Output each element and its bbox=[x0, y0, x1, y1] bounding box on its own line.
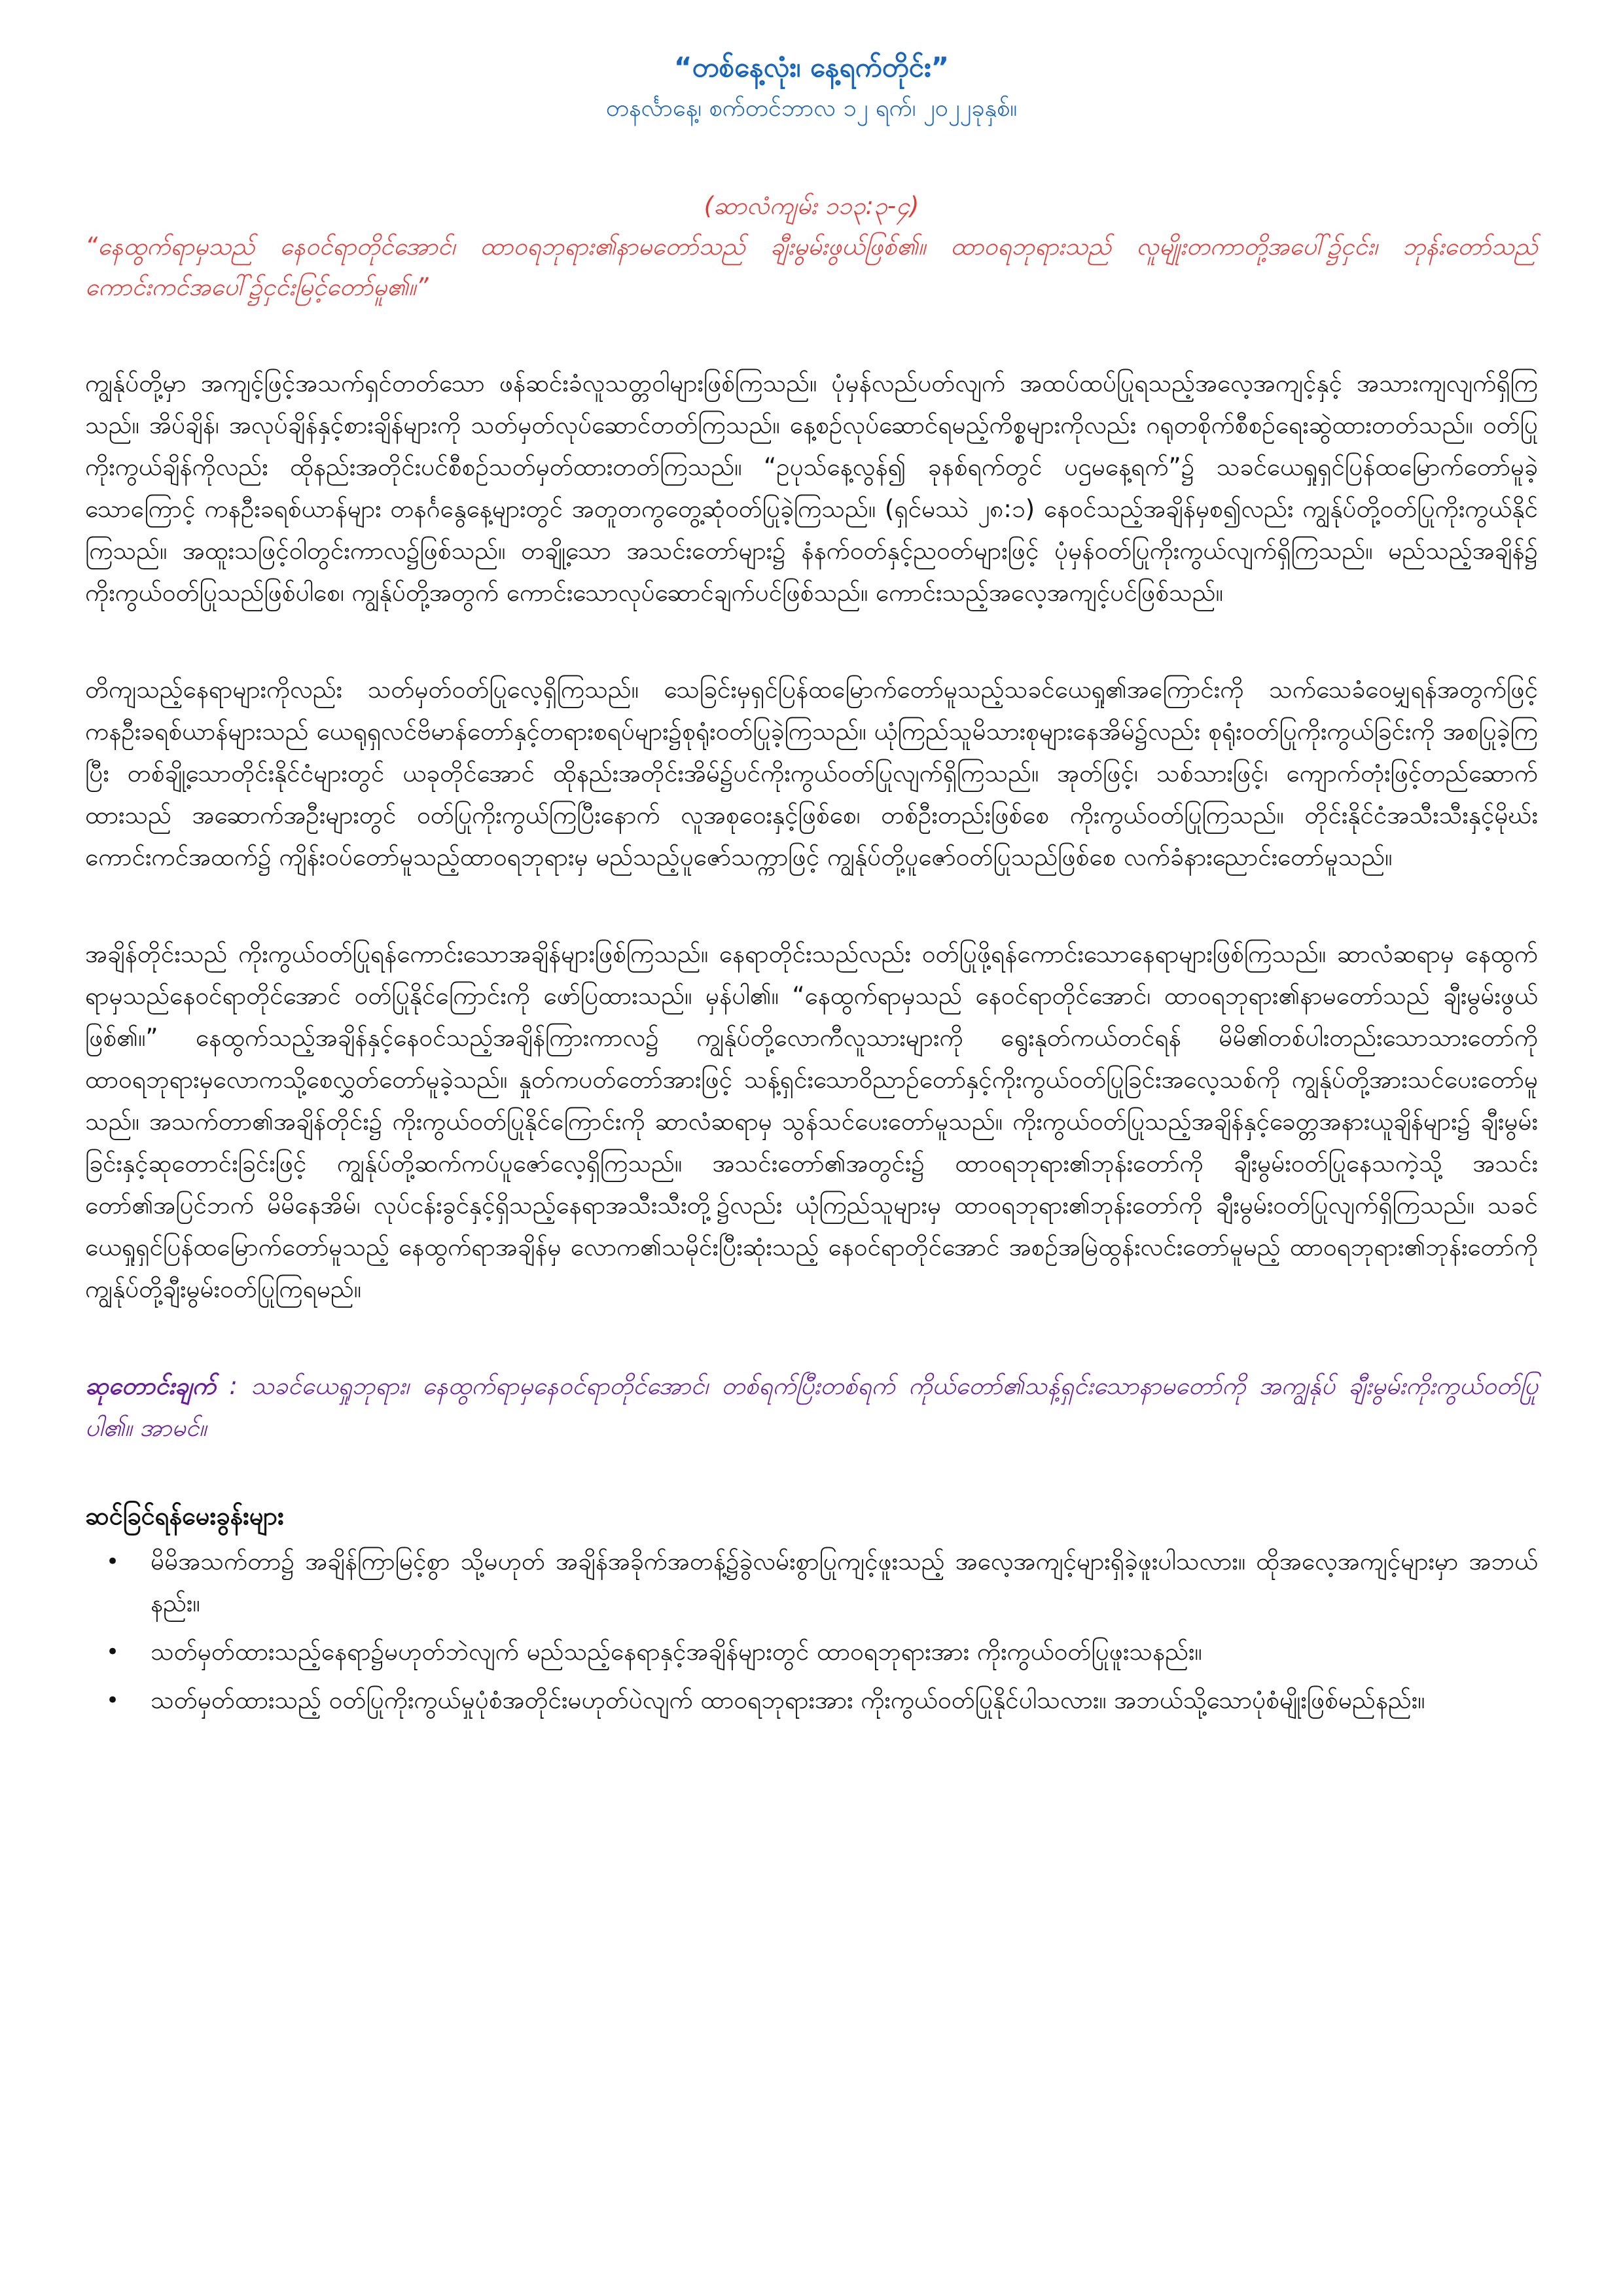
question-item bbox=[106, 1631, 1538, 1673]
questions-title: ဆင်ခြင်ရန်မေးခွန်းများ bbox=[85, 1501, 284, 1530]
verse-reference: (ဆာလံကျမ်း ၁၁၃:၃-၄) bbox=[704, 192, 919, 220]
bullet-icon: • bbox=[106, 1549, 120, 1575]
page-title: “တစ်နေ့လုံး၊ နေ့ရက်တိုင်း” bbox=[673, 51, 950, 83]
verse-text: “နေထွက်ရာမှသည် နေဝင်ရာတိုင်အောင်၊ ထာဝရဘုရား၏နာမတော်သည် ချီးမွမ်းဖွယ်ဖြစ်၏။ ထာဝရဘုရားသည် လူမျိုးတကာတို့အပေါ်၌ငှင်း၊ ဘုန်းတော်သည် ကောင်းကင်အပေါ်၌ငှင်းမြင့်တော်မူ၏။” bbox=[85, 232, 1538, 301]
prayer-label: ဆုတောင်းချက် bbox=[85, 1372, 216, 1400]
bullet-icon: • bbox=[106, 1639, 120, 1665]
question-text: သတ်မှတ်ထားသည့် ဝတ်ပြုကိုးကွယ်မှုပုံစံအတိုင်းမဟုတ်ပဲလျက် ထာဝရဘုရားအား ကိုးကွယ်ဝတ်ပြုနိုင်ပါသလား။ အဘယ်သို့သောပုံစံမျိုးဖြစ်မည်နည်း။ bbox=[151, 1686, 1425, 1714]
body-paragraph-2: တိကျသည့်နေရာများကိုလည်း သတ်မှတ်ဝတ်ပြုလေ့ရှိကြသည်။ သေခြင်းမှရှင်ပြန်ထမြောက်တော်မူသည့်သခင်ယေရှု၏အကြောင်းကို သက်သေခံဝေမျှရန်အတွက်ဖြင့် ကနဦးခရစ်ယာန်များသည် ယေရုရှလင်ဗိမာန်တော်နှင့်တရားစရပ်များ၌စုရုံးဝတ်ပြုခဲ့ကြသည်။ ယုံကြည်သူမိသားစုများနေအိမ်၌လည်း စုရုံးဝတ်ပြုကိုးကွယ်ခြင်းကို အစပြုခဲ့ကြပြီး တစ်ချို့သောတိုင်းနိုင်ငံများတွင် ယခုတိုင်အောင် ထိုနည်းအတိုင်းအိမ်၌ပင်ကိုးကွယ်ဝတ်ပြုလျက်ရှိကြသည်။ အုတ်ဖြင့်၊ သစ်သားဖြင့်၊ ကျောက်တုံးဖြင့်တည်ဆောက်ထားသည် အဆောက်အဦးများတွင် ဝတ်ပြုကိုးကွယ်ကြပြီးနောက် လူအစုဝေးနှင့်ဖြစ်စေ၊ တစ်ဦးတည်းဖြစ်စေ ကိုးကွယ်ဝတ်ပြုကြသည်။ တိုင်းနိုင်ငံအသီးသီးနှင့်မိုဃ်းကောင်းကင်အထက်၌ ကျိန်းဝပ်တော်မူသည့်ထာဝရဘုရားမှ မည်သည့်ပူဇော်သက္ကာဖြင့် ကျွန်ုပ်တို့ပူဇော်ဝတ်ပြုသည်ဖြစ်စေ လက်ခံနားညောင်းတော်မူသည်။ bbox=[85, 675, 1538, 871]
questions-list bbox=[85, 1541, 1538, 1721]
body-paragraph-3: အချိန်တိုင်းသည် ကိုးကွယ်ဝတ်ပြုရန်ကောင်းသောအချိန်များဖြစ်ကြသည်။ နေရာတိုင်းသည်လည်း ဝတ်ပြုဖို့ရန်ကောင်းသောနေရာများဖြစ်ကြသည်။ ဆာလံဆရာမှ နေထွက်ရာမှသည်နေဝင်ရာတိုင်အောင် ဝတ်ပြုနိုင်ကြောင်းကို ဖော်ပြထားသည်။ မှန်ပါ၏။ “နေထွက်ရာမှသည် နေဝင်ရာတိုင်အောင်၊ ထာဝရဘုရား၏နာမတော်သည် ချီးမွမ်းဖွယ်ဖြစ်၏။” နေထွက်သည့်အချိန်နှင့်နေဝင်သည့်အချိန်ကြားကာလ၌ ကျွန်ုပ်တို့လောကီလူသားများကို ရွေးနုတ်ကယ်တင်ရန် မိမိ၏တစ်ပါးတည်းသောသားတော်ကို ထာဝရဘုရားမှလောကသို့စေလွှတ်တော်မူခဲ့သည်။ နှုတ်ကပတ်တော်အားဖြင့် သန့်ရှင်းသောဝိညာဉ်တော်နှင့်ကိုးကွယ်ဝတ်ပြုခြင်းအလေ့သစ်ကို ကျွန်ုပ်တို့အားသင်ပေးတော်မူသည်။ အသက်တာ၏အချိန်တိုင်း၌ ကိုးကွယ်ဝတ်ပြုနိုင်ကြောင်းကို ဆာလံဆရာမှ သွန်သင်ပေးတော်မူသည်။ ကိုးကွယ်ဝတ်ပြုသည့်အချိန်နှင့်ခေတ္တအနားယူချိန်များ၌ ချီးမွမ်းခြင်းနှင့်ဆုတောင်းခြင်းဖြင့် ကျွန်ုပ်တို့ဆက်ကပ်ပူဇော်လေ့ရှိကြသည်။ အသင်းတော်၏အတွင်း၌ ထာဝရဘုရား၏ဘုန်းတော်ကို ချီးမွမ်းဝတ်ပြုနေသကဲ့သို့ အသင်းတော်၏အပြင်ဘက် မိမိနေအိမ်၊ လုပ်ငန်းခွင်နှင့်ရှိသည့်နေရာအသီးသီးတို့၌လည်း ယုံကြည်သူများမှ ထာဝရဘုရား၏ဘုန်းတော်ကို ချီးမွမ်းဝတ်ပြုလျက်ရှိကြသည်။ သခင်ယေရှုရှင်ပြန်ထမြောက်တော်မူသည့် နေထွက်ရာအချိန်မှ လောက၏သမိုင်းပြီးဆုံးသည့် နေဝင်ရာတိုင်အောင် အစဉ်အမြဲထွန်းလင်းတော်မူမည့် ထာဝရဘုရား၏ဘုန်းတော်ကို ကျွန်ုပ်တို့ချီးမွမ်းဝတ်ပြုကြရမည်။ bbox=[85, 940, 1538, 1303]
question-item bbox=[106, 1541, 1538, 1624]
bullet-icon: • bbox=[106, 1687, 120, 1713]
page-date: တနင်္လာနေ့၊ စက်တင်ဘာလ ၁၂ ရက်၊ ၂၀၂၂ခုနှစ်။ bbox=[605, 95, 1018, 122]
prayer-text: သခင်ယေရှုဘုရား၊ နေထွက်ရာမှနေဝင်ရာတိုင်အောင်၊ တစ်ရက်ပြီးတစ်ရက် ကိုယ်တော်၏သန့်ရှင်းသောနာမတော်ကို အကျွန်ုပ် ချီးမွမ်းကိုးကွယ်ဝတ်ပြုပါ၏။ အာမင်။ bbox=[85, 1372, 1538, 1442]
question-text: သတ်မှတ်ထားသည့်နေရာ၌မဟုတ်ဘဲလျက် မည်သည့်နေရာနှင့်အချိန်များတွင် ထာဝရဘုရားအား ကိုးကွယ်ဝတ်ပြုဖူးသနည်း။ bbox=[151, 1638, 1202, 1666]
question-text: မိမိအသက်တာ၌ အချိန်ကြာမြင့်စွာ သို့မဟုတ် အချိန်အခိုက်အတန့်၌ခွဲလမ်းစွာပြုကျင့်ဖူးသည့် အလေ့အကျင့်များရှိခဲ့ဖူးပါသလား။ ထိုအလေ့အကျင့်များမှာ အဘယ်နည်း။ bbox=[151, 1547, 1538, 1617]
question-item bbox=[106, 1679, 1538, 1721]
prayer-block bbox=[85, 1365, 1538, 1449]
body-paragraph-1: ကျွန်ုပ်တို့မှာ အကျင့်ဖြင့်အသက်ရှင်တတ်သော ဖန်ဆင်းခံလူသတ္တဝါများဖြစ်ကြသည်။ ပုံမှန်လည်ပတ်လျက် အထပ်ထပ်ပြုရသည့်အလေ့အကျင့်နှင့် အသားကျလျက်ရှိကြသည်။ အိပ်ချိန်၊ အလုပ်ချိန်နှင့်စားချိန်များကို သတ်မှတ်လုပ်ဆောင်တတ်ကြသည်။ နေ့စဉ်လုပ်ဆောင်ရမည့်ကိစ္စများကိုလည်း ဂရုတစိုက်စီစဉ်ရေးဆွဲထားတတ်သည်။ ဝတ်ပြုကိုးကွယ်ချိန်ကိုလည်း ထိုနည်းအတိုင်းပင်စီစဉ်သတ်မှတ်ထားတတ်ကြသည်။ “ဥပုသ်နေ့လွန်၍ ခုနစ်ရက်တွင် ပဌမနေ့ရက်”၌ သခင်ယေရှုရှင်ပြန်ထမြောက်တော်မူခဲ့သောကြောင့် ကနဦးခရစ်ယာန်များ တနင်္ဂနွေနေ့များတွင် အတူတကွတွေ့ဆုံဝတ်ပြုခဲ့ကြသည်။ (ရှင်မဿဲ ၂၈:၁) နေဝင်သည့်အချိန်မှစ၍လည်း ကျွန်ုပ်တို့ဝတ်ပြုကိုးကွယ်နိုင်ကြသည်။ အထူးသဖြင့်ဝါတွင်းကာလ၌ဖြစ်သည်။ တချို့သော အသင်းတော်များ၌ နံနက်ဝတ်နှင့်ညဝတ်များဖြင့် ပုံမှန်ဝတ်ပြုကိုးကွယ်လျက်ရှိကြသည်။ မည်သည့်အချိန်၌ ကိုးကွယ်ဝတ်ပြုသည်ဖြစ်ပါစေ၊ ကျွန်ုပ်တို့အတွက် ကောင်းသောလုပ်ဆောင်ချက်ပင်ဖြစ်သည်။ ကောင်းသည့်အလေ့အကျင့်ပင်ဖြစ်သည်။ bbox=[85, 369, 1538, 607]
prayer-separator: : bbox=[229, 1372, 238, 1400]
